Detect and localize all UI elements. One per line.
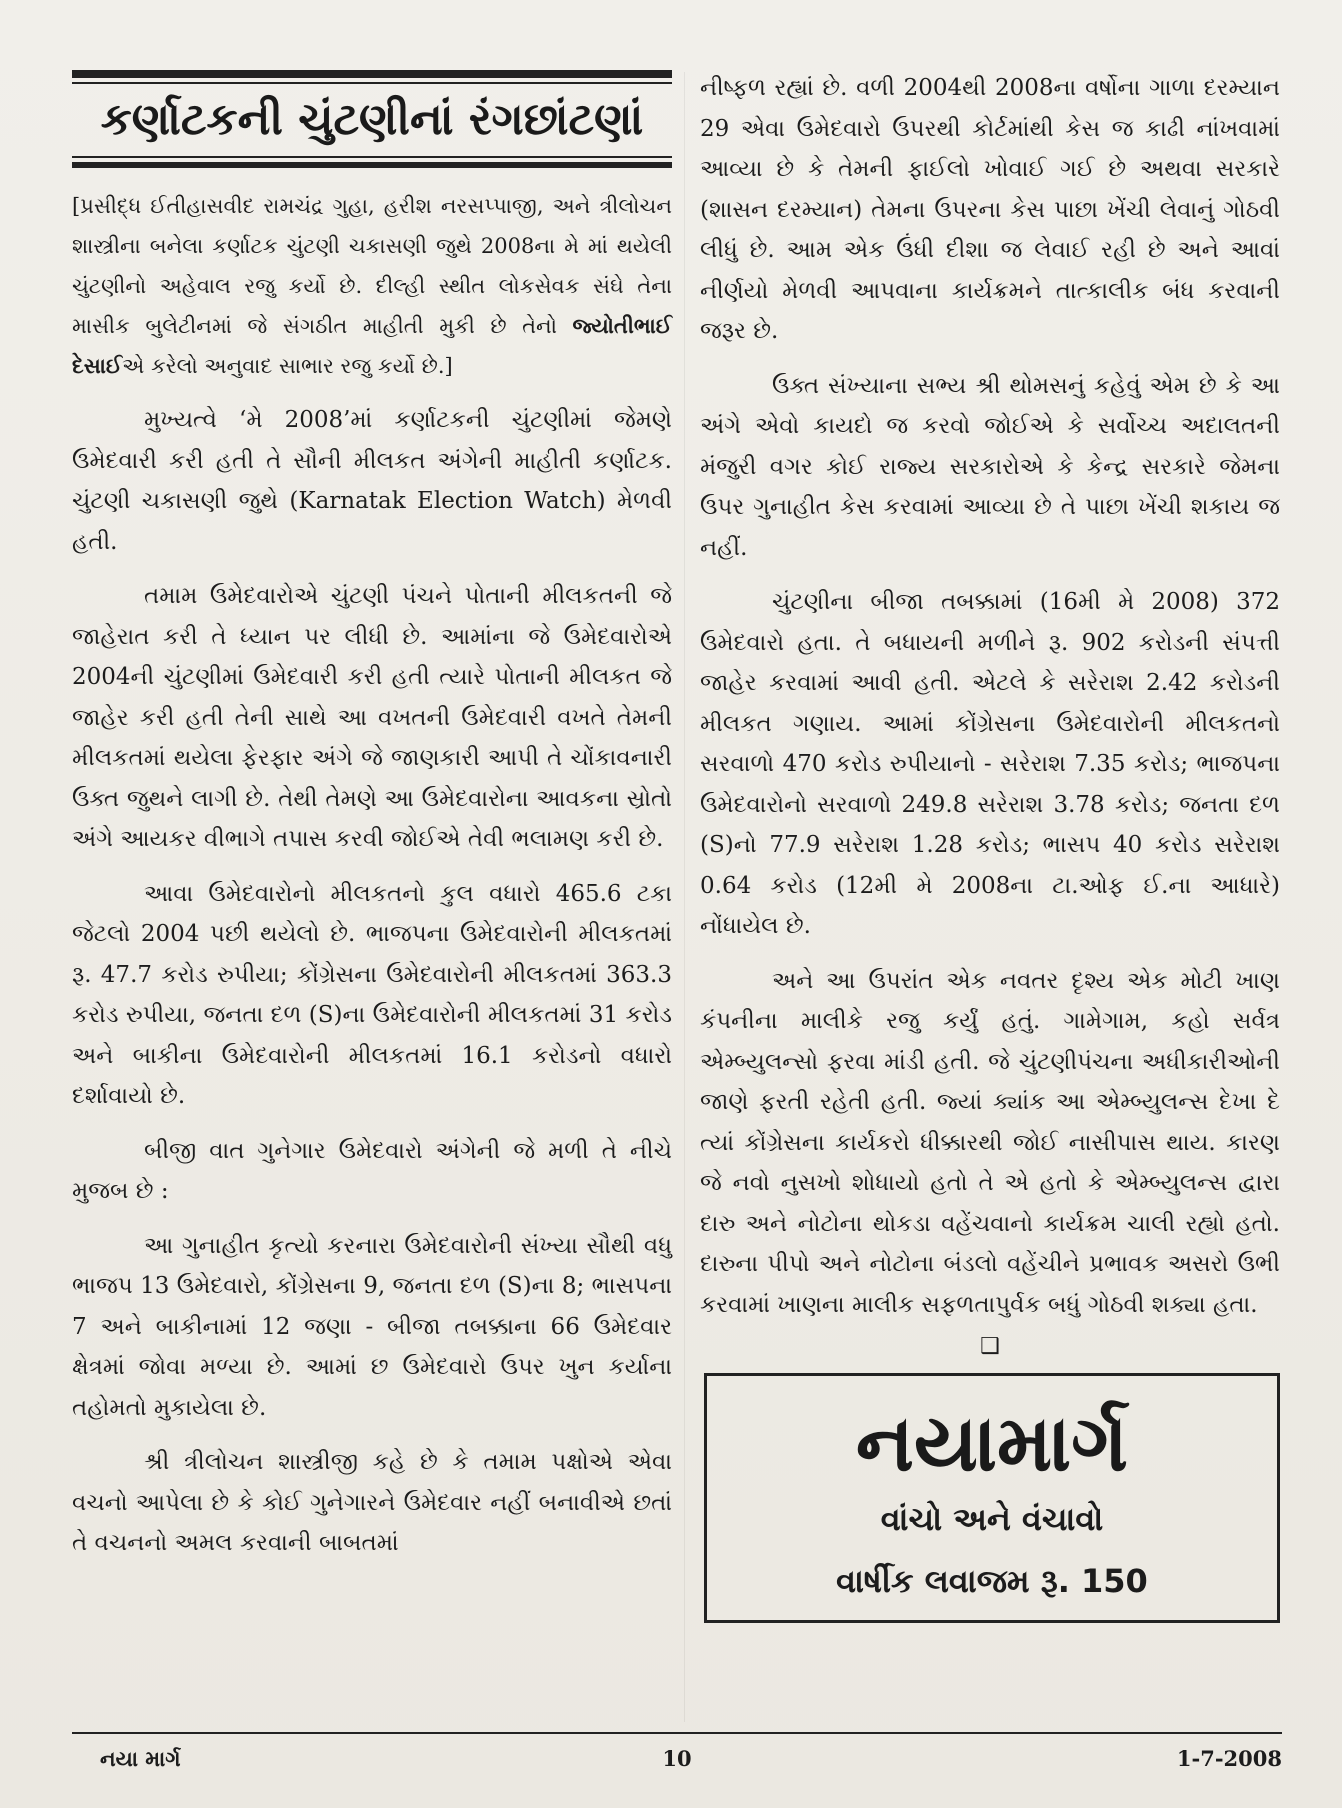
subscription-ad xyxy=(704,1373,1280,1623)
intro-translator: જ્યોતીભાઈ દેસાઈ xyxy=(72,313,672,378)
right-paragraph-4: અને આ ઉપરાંત એક નવતર દૃશ્ય એક મોટી ખાણ કંપનીના માલીકે રજુ કર્યું હતું. ગામેગામ, કહો સર્વત્ર એમ્બ્યુલન્સો ફરવા માંડી હતી. જે ચુંટણીપંચના અધીકારીઓની જાણે ફરતી રહેતી હતી. જ્યાં ક્યાંક આ એમ્બ્યુલન્સ દેખા દે ત્યાં કોંગ્રેસના કાર્યકરો ધીક્કારથી જોઈ નાસીપાસ થાય. કારણ જે નવો નુસખો શોધાયો હતો તે એ હતો કે એમ્બ્યુલન્સ દ્વારા દારુ અને નોટોના થોકડા વહેંચવાનો કાર્યક્રમ ચાલી રહ્યો હતો. દારુના પીપો અને નોટોના બંડલો વહેંચીને પ્રભાવક અસરો ઉભી કરવામાં ખાણના માલીક સફળતાપુર્વક બધું ગોઠવી શક્યા હતા. xyxy=(700,967,1280,1318)
article-intro xyxy=(72,186,672,386)
intro-text-a: [પ્રસીદ્ધ ઈતીહાસવીદ રામચંદ્ર ગુહા, હરીશ નરસપ્પાજી, અને ત્રીલોચન શાસ્ત્રીના બનેલા કર્ણાટક ચુંટણી ચકાસણી જુથે 2008ના મે માં થયેલી ચુંટણીનો અહેવાલ રજુ કર્યો છે. દીલ્હી સ્થીત લોકસેવક સંઘે તેના માસીક બુલેટીનમાં જે સંગઠીત માહીતી મુકી છે તેનો xyxy=(72,194,672,338)
ad-title: નયામાર્ગ xyxy=(855,1399,1129,1489)
page-footer xyxy=(72,1742,1282,1782)
headline-rule-bottom xyxy=(72,162,672,168)
right-paragraph-2: ઉક્ત સંખ્યાના સભ્ય શ્રી થોમસનું કહેવું એમ છે કે આ અંગે એવો કાયદો જ કરવો જોઈએ કે સર્વોચ્ચ અદાલતની મંજુરી વગર કોઈ રાજ્ય સરકારોએ કે કેન્દ્ર સરકારે જેમના ઉપર ગુનાહીત કેસ કરવામાં આવ્યા છે તે પાછા ખેંચી શકાય જ નહીં. xyxy=(700,372,1280,561)
footer-rule xyxy=(72,1732,1282,1734)
left-paragraph-1: મુખ્યત્વે ‘મે 2008’માં કર્ણાટકની ચુંટણીમાં જેમણે ઉમેદવારી કરી હતી તે સૌની મીલકત અંગેની માહીતી કર્ણાટક. ચુંટણી ચકાસણી જુથે (Karnatak Election Watch) મેળવી હતી. xyxy=(72,407,672,555)
intro-text-b: એ કરેલો અનુવાદ સાભાર રજુ કર્યો છે.] xyxy=(122,354,453,378)
left-column xyxy=(72,70,672,1564)
left-paragraph-2: તમામ ઉમેદવારોએ ચુંટણી પંચને પોતાની મીલકતની જે જાહેરાત કરી તે ધ્યાન પર લીધી છે. આમાંના જે ઉમેદવારોએ 2004ની ચુંટણીમાં ઉમેદવારી કરી હતી ત્યારે પોતાની મીલકત જે જાહેર કરી હતી તેની સાથે આ વખતની ઉમેદવારી વખતે તેમની મીલકતમાં થયેલા ફેરફાર અંગે જે જાણકારી આપી તે ચોંકાવનારી ઉક્ત જુથને લાગી છે. તેથી તેમણે આ ઉમેદવારોના આવકના સ્રોતો અંગે આયકર વીભાગે તપાસ કરવી જોઈએ તેવી ભલામણ કરી છે. xyxy=(72,583,672,852)
article-end-mark: ❑ xyxy=(980,1334,1000,1359)
headline-rule-top xyxy=(72,70,672,78)
left-paragraph-5: આ ગુનાહીત કૃત્યો કરનારા ઉમેદવારોની સંખ્યા સૌથી વધુ ભાજપ 13 ઉમેદવારો, કોંગ્રેસના 9, જનતા દળ (S)ના 8; ભાસપના 7 અને બાકીનામાં 12 જણા - બીજા તબક્કાના 66 ઉમેદવાર ક્ષેત્રમાં જોવા મળ્યા છે. આમાં છ ઉમેદવારો ઉપર ખુન કર્યાના તહોમતો મુકાયેલા છે. xyxy=(72,1232,672,1421)
article-headline: કર્ણાટકની ચુંટણીનાં રંગછાંટણાં xyxy=(100,94,644,145)
left-paragraph-6: શ્રી ત્રીલોચન શાસ્ત્રીજી કહે છે કે તમામ પક્ષોએ એવા વચનો આપેલા છે કે કોઈ ગુનેગારને ઉમેદવાર નહીં બનાવીએ છતાં તે વચનનો અમલ કરવાની બાબતમાં xyxy=(72,1449,672,1556)
left-paragraph-4: બીજી વાત ગુનેગાર ઉમેદવારો અંગેની જે મળી તે નીચે મુજબ છે : xyxy=(72,1137,672,1204)
right-paragraph-3: ચુંટણીના બીજા તબક્કામાં (16મી મે 2008) 372 ઉમેદવારો હતા. તે બધાયની મળીને રૂ. 902 કરોડની સંપત્તી જાહેર કરવામાં આવી હતી. એટલે કે સરેરાશ 2.42 કરોડની મીલકત ગણાય. આમાં કોંગ્રેસના ઉમેદવારોની મીલકતનો સરવાળો 470 કરોડ રુપીયાનો - સરેરાશ 7.35 કરોડ; ભાજપના ઉમેદવારોનો સરવાળો 249.8 સરેરાશ 3.78 કરોડ; જનતા દળ (S)નો 77.9 સરેરાશ 1.28 કરોડ; ભાસપ 40 કરોડ સરેરાશ 0.64 કરોડ (12મી મે 2008ના ટા.ઓફ ઈ.ના આધારે) નોંધાયેલ છે. xyxy=(700,589,1280,939)
column-separator xyxy=(684,72,685,1722)
left-paragraph-3: આવા ઉમેદવારોનો મીલકતનો કુલ વધારો 465.6 ટકા જેટલો 2004 પછી થયેલો છે. ભાજપના ઉમેદવારોની મીલકતમાં રૂ. 47.7 કરોડ રુપીયા; કોંગ્રેસના ઉમેદવારોની મીલકતમાં 363.3 કરોડ રુપીયા, જનતા દળ (S)ના ઉમેદવારોની મીલકતમાં 31 કરોડ અને બાકીના ઉમેદવારોની મીલકતમાં 16.1 કરોડનો વધારો દર્શાવાયો છે. xyxy=(72,880,672,1109)
headline-rule-bottom-thin xyxy=(72,156,672,158)
right-column xyxy=(700,68,1280,1623)
footer-page-number: 10 xyxy=(662,1746,692,1771)
ad-subtitle: વાંચો અને વંચાવો xyxy=(880,1500,1104,1538)
footer-date: 1-7-2008 xyxy=(1176,1746,1282,1771)
right-paragraph-1: નીષ્ફળ રહ્યાં છે. વળી 2004થી 2008ના વર્ષોના ગાળા દરમ્યાન 29 એવા ઉમેદવારો ઉપરથી કોર્ટમાંથી કેસ જ કાઢી નાંખવામાં આવ્યા છે કે તેમની ફાઈલો ખોવાઈ ગઈ છે અથવા સરકારે (શાસન દરમ્યાન) તેમના ઉપરના કેસ પાછા ખેંચી લેવાનું ગોઠવી લીધું છે. આમ એક ઉંધી દીશા જ લેવાઈ રહી છે અને આવાં નીર્ણયો મેળવી આપવાના કાર્યક્રમને તાત્કાલીક બંધ કરવાની જરૂર છે. xyxy=(700,75,1280,344)
footer-publication: નયા માર્ગ xyxy=(100,1746,181,1771)
ad-price: વાર્ષીક લવાજમ રૂ. 150 xyxy=(836,1562,1148,1600)
